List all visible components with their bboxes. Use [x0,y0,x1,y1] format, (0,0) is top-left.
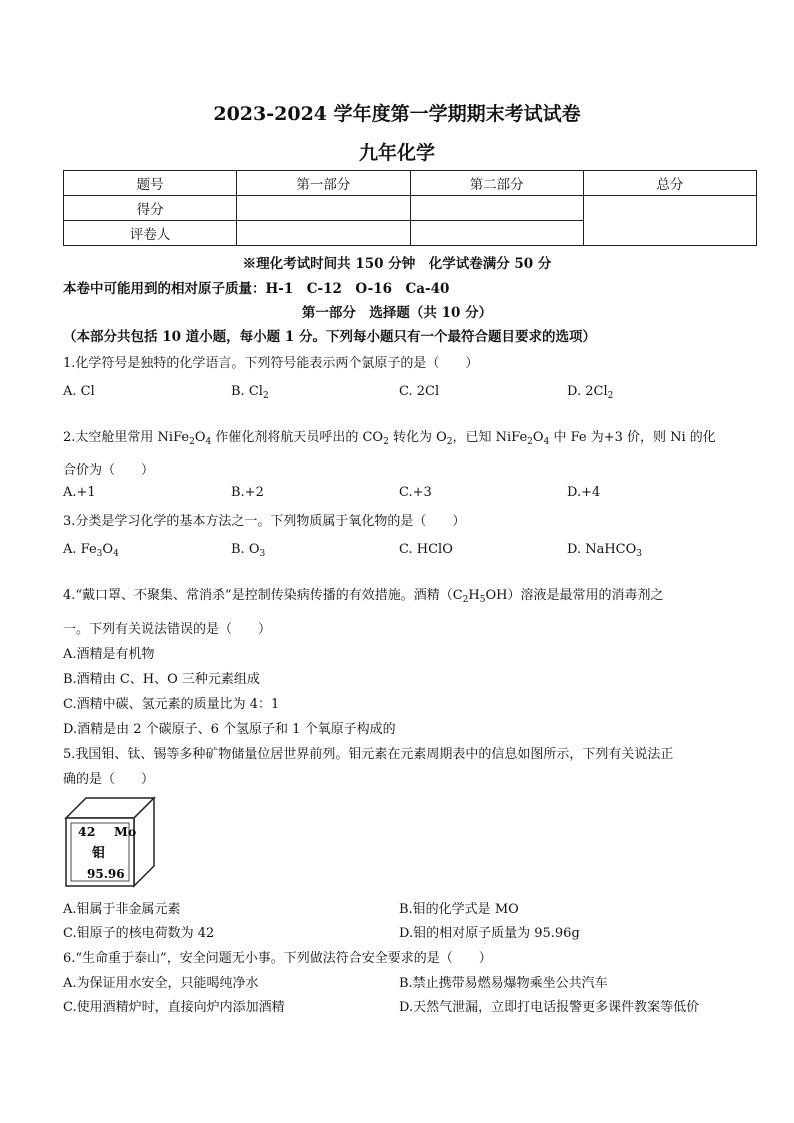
element-symbol: Mo [114,824,137,839]
question-6-stem: 6.“生命重于泰山”，安全问题无小事。下列做法符合安全要求的是（ ） [63,951,492,966]
exam-subtitle: 九年化学 [358,142,435,164]
score-cell-part1 [237,196,410,221]
q3-option-d: D. NaHCO$_3$ [567,542,643,559]
header-cell-part1: 第一部分 [237,171,410,196]
q3-option-a: A. $Fe_3O_4$ [63,542,119,559]
q5-option-c: C.钼原子的核电荷数为 42 [63,926,215,941]
q1-option-c: C. 2Cl [399,384,440,399]
header-cell-part2: 第二部分 [410,171,583,196]
q3-option-c: C. HClO [399,542,453,557]
q3-option-b: B. $O_3$ [231,542,266,559]
atomic-mass: 95.96 [87,867,125,881]
score-cell-part2 [410,196,583,221]
atomic-number: 42 [78,824,96,839]
q5-option-b: B.钼的化学式是 MO [399,902,519,917]
score-cell-total [583,196,756,246]
q2-option-d: D.+4 [567,485,601,500]
q4-option-d: D.酒精是由 2 个碳原子、6 个氢原子和 1 个氧原子构成的 [63,722,396,737]
section-instruction: （本部分共包括 10 道小题，每小题 1 分。下列每小题只有一个最符合题目要求的选项） [63,329,596,345]
q6-option-d: D.天然气泄漏，立即打电话报警更多课件教案等低价 [399,1000,700,1015]
question-2-line2: 合价为（ ） [63,463,155,478]
question-5-line2: 确的是（ ） [63,772,155,787]
score-row-label: 得分 [64,196,237,221]
q1-option-d: D. $2Cl_2$ [567,384,614,401]
score-table-header-row [64,171,757,196]
question-5-line1: 5.我国钼、钛、锡等多种矿物储量位居世界前列。钼元素在元素周期表中的信息如图所示，下列有关说法正 [63,747,674,762]
question-4-line1: 4.“戴口罩、不聚集、常消杀”是控制传染病传播的有效措施。酒精$(C_2H_5OH)$溶液是最常用的消毒剂之 [63,588,664,605]
question-4-line2: 一。下列有关说法错误的是（ ） [63,622,272,637]
q2-option-a: A.+1 [63,485,96,500]
question-2-line1: 2.太空舱里常用 $NiFe_2O_4$ 作催化剂将航天员呼出的 $CO_2$ 转化为 $O_2$，已知 $NiFe_2O_4$ 中 Fe 为+3 价，则 Ni 的化 [63,430,716,447]
q4-option-a: A.酒精是有机物 [63,647,155,662]
q1-option-a: A. Cl [63,384,95,399]
q5-option-a: A.钼属于非金属元素 [63,902,181,917]
q2-option-b: B.+2 [231,485,264,500]
time-note: ※理化考试时间共 150 分钟 化学试卷满分 50 分 [242,256,552,272]
score-table [63,170,757,246]
question-1-stem: 1.化学符号是独特的化学语言。下列符号能表示两个氯原子的是（ ） [63,356,479,371]
exam-title: 2023-2024 学年度第一学期期末考试试卷 [213,103,581,125]
q5-option-d: D.钼的相对原子质量为 95.96g [399,926,580,941]
q6-option-c: C.使用酒精炉时，直接向炉内添加酒精 [63,1000,285,1015]
q1-option-b: B. $Cl_2$ [231,384,269,401]
molybdenum-element-cell-image [64,796,156,888]
q4-option-b: B.酒精由 C、H、O 三种元素组成 [63,672,260,687]
header-cell-total: 总分 [583,171,756,196]
grader-cell-part2 [410,221,583,246]
grader-row-label: 评卷人 [64,221,237,246]
q6-option-a: A.为保证用水安全，只能喝纯净水 [63,976,259,991]
section-heading: 第一部分 选择题（共 10 分） [301,305,493,321]
score-row [64,196,757,221]
atomic-mass-note: 本卷中可能用到的相对原子质量：H-1 C-12 O-16 Ca-40 [63,281,450,297]
grader-cell-part1 [237,221,410,246]
q4-option-c: C.酒精中碳、氢元素的质量比为 4：1 [63,697,280,712]
q6-option-b: B.禁止携带易燃易爆物乘坐公共汽车 [399,976,608,991]
element-name: 钼 [92,846,106,861]
question-3-stem: 3.分类是学习化学的基本方法之一。下列物质属于氧化物的是（ ） [63,514,466,529]
header-cell-question: 题号 [64,171,237,196]
q2-option-c: C.+3 [399,485,432,500]
